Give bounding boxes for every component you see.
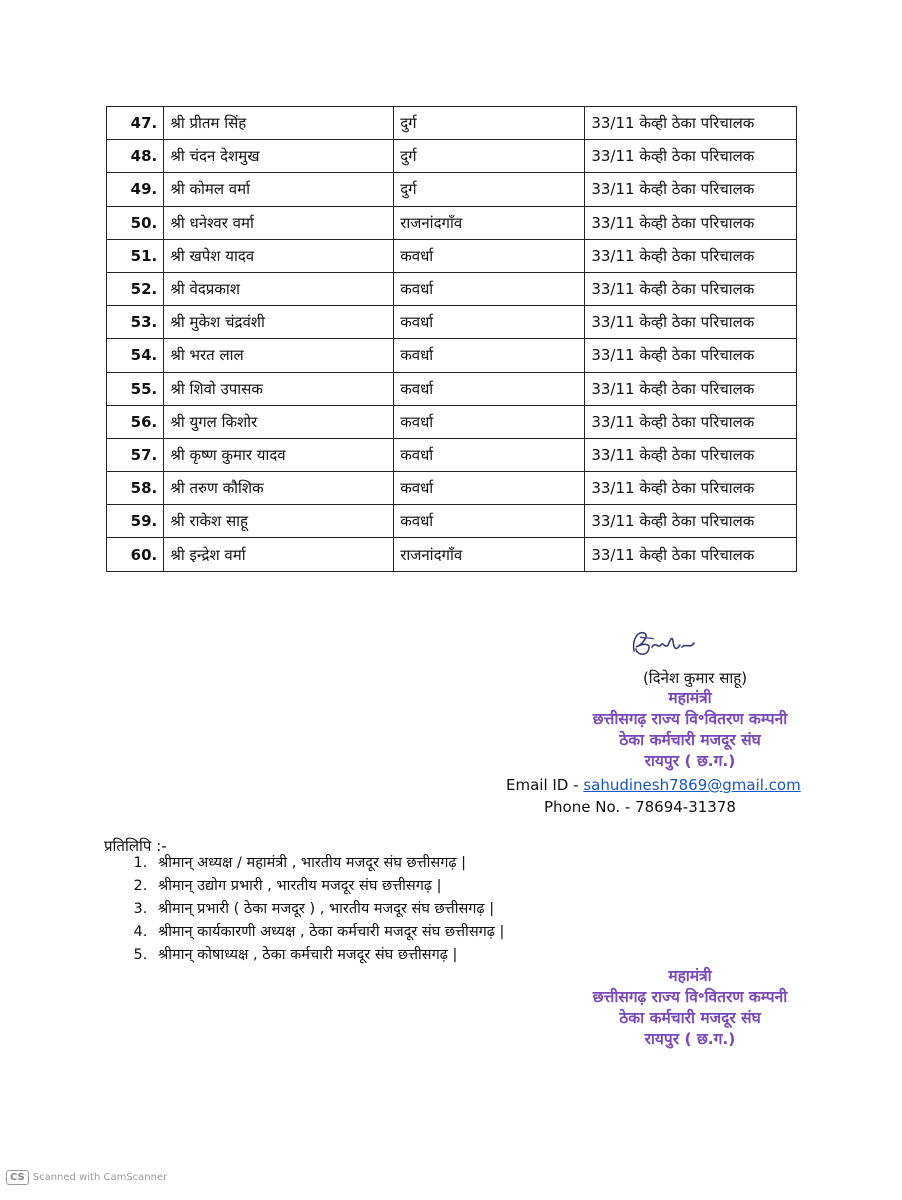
row-post: 33/11 केव्ही ठेका परिचालक bbox=[585, 107, 797, 140]
row-post: 33/11 केव्ही ठेका परिचालक bbox=[585, 206, 797, 239]
row-name: श्री वेदप्रकाश bbox=[164, 272, 394, 305]
table-row bbox=[107, 438, 797, 471]
cc-item: 5. श्रीमान् कोषाध्यक्ष , ठेका कर्मचारी मजदूर संघ छत्तीसगढ़ | bbox=[152, 944, 504, 967]
row-number: 52. bbox=[107, 272, 164, 305]
table-row bbox=[107, 140, 797, 173]
row-name: श्री मुकेश चंद्रवंशी bbox=[164, 306, 394, 339]
scanner-text: Scanned with CamScanner bbox=[32, 1172, 168, 1183]
footer-org-line2: ठेका कर्मचारी मजदूर संघ bbox=[619, 1009, 761, 1027]
signatory-org-line1: छत्तीसगढ़ राज्य वि॰वितरण कम्पनी bbox=[592, 710, 788, 728]
row-number: 57. bbox=[107, 438, 164, 471]
email-line bbox=[506, 776, 801, 794]
row-number: 49. bbox=[107, 173, 164, 206]
table-row bbox=[107, 173, 797, 206]
row-name: श्री भरत लाल bbox=[164, 339, 394, 372]
table-row bbox=[107, 339, 797, 372]
footer-org-line1: छत्तीसगढ़ राज्य वि॰वितरण कम्पनी bbox=[592, 988, 788, 1006]
row-post: 33/11 केव्ही ठेका परिचालक bbox=[585, 239, 797, 272]
email-link[interactable]: sahudinesh7869@gmail.com bbox=[583, 776, 801, 794]
row-name: श्री शिवो उपासक bbox=[164, 372, 394, 405]
row-place: दुर्ग bbox=[394, 173, 585, 206]
table-row bbox=[107, 107, 797, 140]
cc-list bbox=[106, 852, 504, 967]
row-place: कवर्धा bbox=[394, 372, 585, 405]
row-name: श्री युगल किशोर bbox=[164, 405, 394, 438]
signature-image bbox=[628, 627, 698, 663]
signatory-name: (दिनेश कुमार साहू) bbox=[642, 669, 748, 687]
row-place: दुर्ग bbox=[394, 107, 585, 140]
signatory-block bbox=[500, 688, 880, 772]
row-name: श्री चंदन देशमुख bbox=[164, 140, 394, 173]
row-number: 50. bbox=[107, 206, 164, 239]
row-post: 33/11 केव्ही ठेका परिचालक bbox=[585, 339, 797, 372]
row-post: 33/11 केव्ही ठेका परिचालक bbox=[585, 272, 797, 305]
row-name: श्री धनेश्वर वर्मा bbox=[164, 206, 394, 239]
table-row bbox=[107, 272, 797, 305]
signatory-city: रायपुर ( छ.ग.) bbox=[644, 752, 736, 770]
table-row bbox=[107, 306, 797, 339]
row-post: 33/11 केव्ही ठेका परिचालक bbox=[585, 173, 797, 206]
table-row bbox=[107, 239, 797, 272]
row-place: कवर्धा bbox=[394, 306, 585, 339]
row-post: 33/11 केव्ही ठेका परिचालक bbox=[585, 372, 797, 405]
table-row bbox=[107, 505, 797, 538]
row-name: श्री प्रीतम सिंह bbox=[164, 107, 394, 140]
table-row bbox=[107, 206, 797, 239]
row-number: 59. bbox=[107, 505, 164, 538]
row-name: श्री तरुण कौशिक bbox=[164, 472, 394, 505]
footer-city: रायपुर ( छ.ग.) bbox=[644, 1030, 736, 1048]
cc-item: 3. श्रीमान् प्रभारी ( ठेका मजदूर ) , भारतीय मजदूर संघ छत्तीसगढ़ | bbox=[152, 898, 504, 921]
row-post: 33/11 केव्ही ठेका परिचालक bbox=[585, 438, 797, 471]
row-place: कवर्धा bbox=[394, 272, 585, 305]
cc-item: 2. श्रीमान् उद्योग प्रभारी , भारतीय मजदूर संघ छत्तीसगढ़ | bbox=[152, 875, 504, 898]
row-number: 55. bbox=[107, 372, 164, 405]
row-place: कवर्धा bbox=[394, 339, 585, 372]
table-row bbox=[107, 472, 797, 505]
signatory-designation: महामंत्री bbox=[668, 689, 712, 707]
row-name: श्री कृष्ण कुमार यादव bbox=[164, 438, 394, 471]
cc-item: 4. श्रीमान् कार्यकारणी अध्यक्ष , ठेका कर्मचारी मजदूर संघ छत्तीसगढ़ | bbox=[152, 921, 504, 944]
table-row bbox=[107, 405, 797, 438]
camscanner-icon: CS bbox=[6, 1170, 29, 1185]
row-number: 60. bbox=[107, 538, 164, 571]
row-post: 33/11 केव्ही ठेका परिचालक bbox=[585, 505, 797, 538]
table-row bbox=[107, 372, 797, 405]
row-place: कवर्धा bbox=[394, 438, 585, 471]
signatory-org-line2: ठेका कर्मचारी मजदूर संघ bbox=[619, 731, 761, 749]
row-number: 54. bbox=[107, 339, 164, 372]
row-place: दुर्ग bbox=[394, 140, 585, 173]
employee-table-body bbox=[107, 107, 797, 572]
row-post: 33/11 केव्ही ठेका परिचालक bbox=[585, 140, 797, 173]
footer-signatory-block bbox=[500, 966, 880, 1050]
row-place: कवर्धा bbox=[394, 239, 585, 272]
row-name: श्री कोमल वर्मा bbox=[164, 173, 394, 206]
footer-designation: महामंत्री bbox=[668, 967, 712, 985]
employee-table bbox=[106, 106, 797, 572]
row-name: श्री इन्द्रेश वर्मा bbox=[164, 538, 394, 571]
row-number: 47. bbox=[107, 107, 164, 140]
row-place: कवर्धा bbox=[394, 405, 585, 438]
row-place: राजनांदगाँव bbox=[394, 206, 585, 239]
row-post: 33/11 केव्ही ठेका परिचालक bbox=[585, 405, 797, 438]
email-label: Email ID - bbox=[506, 776, 584, 794]
row-name: श्री खपेश यादव bbox=[164, 239, 394, 272]
row-post: 33/11 केव्ही ठेका परिचालक bbox=[585, 306, 797, 339]
scanner-watermark bbox=[6, 1170, 167, 1185]
row-place: कवर्धा bbox=[394, 505, 585, 538]
row-post: 33/11 केव्ही ठेका परिचालक bbox=[585, 472, 797, 505]
row-place: कवर्धा bbox=[394, 472, 585, 505]
row-number: 58. bbox=[107, 472, 164, 505]
cc-item: 1. श्रीमान् अध्यक्ष / महामंत्री , भारतीय मजदूर संघ छत्तीसगढ़ | bbox=[152, 852, 504, 875]
row-name: श्री राकेश साहू bbox=[164, 505, 394, 538]
row-number: 53. bbox=[107, 306, 164, 339]
row-place: राजनांदगाँव bbox=[394, 538, 585, 571]
row-post: 33/11 केव्ही ठेका परिचालक bbox=[585, 538, 797, 571]
row-number: 56. bbox=[107, 405, 164, 438]
row-number: 51. bbox=[107, 239, 164, 272]
phone-line: Phone No. - 78694-31378 bbox=[544, 798, 736, 816]
cc-title: प्रतिलिपि :- bbox=[104, 837, 167, 855]
table-row bbox=[107, 538, 797, 571]
row-number: 48. bbox=[107, 140, 164, 173]
